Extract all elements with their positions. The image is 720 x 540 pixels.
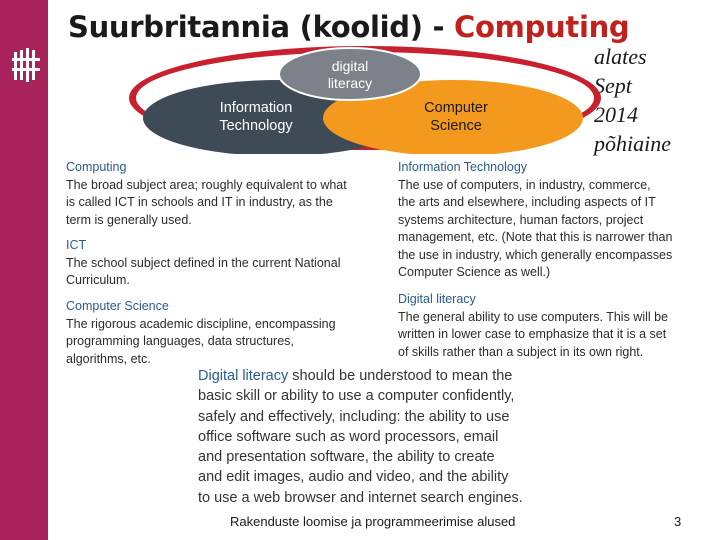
university-logo-icon <box>12 48 40 84</box>
definition-digital-literacy <box>398 291 668 361</box>
definition-information-technology <box>398 159 672 282</box>
title-accent: Computing <box>454 10 630 44</box>
side-note <box>594 42 671 158</box>
definition-heading: ICT <box>66 238 87 252</box>
definition-heading: Digital literacy <box>398 292 476 306</box>
definition-line: algorithms, etc. <box>66 351 151 366</box>
slide-title <box>68 10 629 44</box>
side-note-line: põhiaine <box>594 131 671 156</box>
definition-line: management, etc. (Note that this is narrower than <box>398 230 673 244</box>
venn-cs-label: Science <box>430 118 482 134</box>
definition-line: The use of computers, in industry, commerce, <box>398 177 651 192</box>
definition-line: the arts and elsewhere, including aspects of IT <box>398 195 656 209</box>
sidebar-band <box>0 0 48 540</box>
box-line: and presentation software, the ability to create <box>198 449 495 466</box>
page-number: 3 <box>674 514 682 529</box>
definition-line: Computer Science as well.) <box>398 265 551 279</box>
side-note-line: Sept <box>594 73 632 98</box>
venn-dl-ellipse <box>279 48 421 100</box>
definition-line: term is generally used. <box>66 212 192 227</box>
definition-heading: Computing <box>66 160 127 174</box>
side-note-line: 2014 <box>594 102 638 127</box>
definition-line: is called ICT in schools and IT in industry, as the <box>66 195 333 209</box>
definition-line: systems architecture, human factors, project <box>398 212 644 227</box>
definition-heading: Computer Science <box>66 299 169 313</box>
definition-line: The rigorous academic discipline, encompassing <box>66 316 336 331</box>
venn-it-label: Information <box>219 100 293 116</box>
box-line: office software such as word processors, email <box>198 428 499 445</box>
box-line: and edit images, audio and video, and the ability <box>198 469 509 486</box>
definition-line: The general ability to use computers. This will be <box>398 309 669 324</box>
venn-dl-label: literacy <box>327 75 373 91</box>
definition-line: programming languages, data structures, <box>66 334 294 348</box>
box-line: to use a web browser and internet search engines. <box>198 489 523 506</box>
box-line: safely and effectively, including: the ability to use <box>198 408 510 425</box>
side-note-line: alates <box>594 44 647 69</box>
definition-computing <box>66 159 347 229</box>
box-line <box>198 366 558 386</box>
definition-line: the use in industry, which generally encompasses <box>398 247 673 262</box>
footer-text: Rakenduste loomise ja programmeerimise alused <box>230 514 516 529</box>
venn-diagram <box>128 46 602 154</box>
venn-cs-label: Computer <box>424 100 488 116</box>
definition-line: The broad subject area; roughly equivalent to what <box>66 177 347 192</box>
digital-literacy-box <box>198 366 558 508</box>
definition-computer-science <box>66 298 336 368</box>
venn-it-label: Technology <box>219 118 293 134</box>
definition-line: Curriculum. <box>66 273 130 287</box>
definition-line: The school subject defined in the current National <box>66 255 341 270</box>
box-lead: Digital literacy <box>198 368 289 384</box>
box-line: basic skill or ability to use a computer confidently, <box>198 388 515 405</box>
definition-line: written in lower case to emphasize that it is a set <box>398 327 667 341</box>
text-span: Suurbritannia (koolid) - <box>68 10 455 44</box>
venn-dl-label: digital <box>331 58 369 74</box>
definition-heading: Information Technology <box>398 160 528 174</box>
definition-ict <box>66 237 340 290</box>
text-span: should be understood to mean the <box>288 368 513 384</box>
definition-line: of skills rather than a subject in its own right. <box>398 344 644 359</box>
